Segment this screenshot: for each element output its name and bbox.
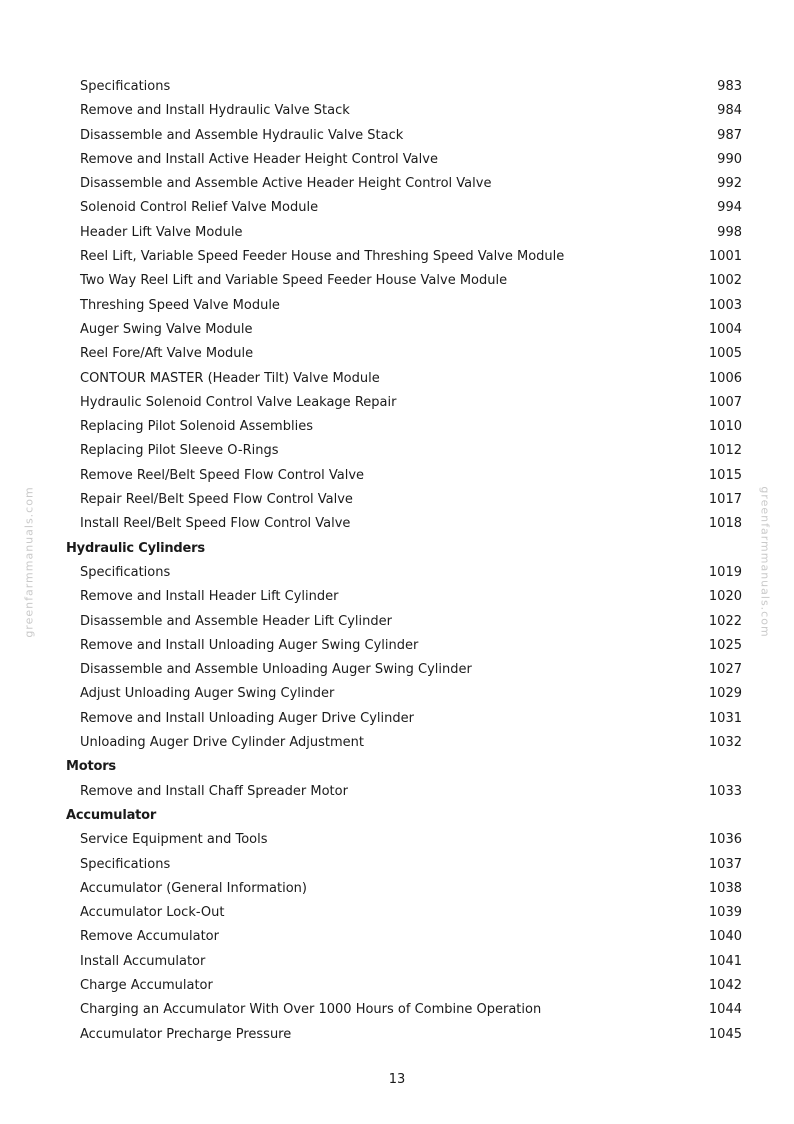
entry-title: Remove and Install Unloading Auger Drive Cylinder <box>80 710 414 726</box>
entry-page-number: 1032 <box>708 735 742 751</box>
toc-entry[interactable] <box>66 707 742 731</box>
entry-title: Disassemble and Assemble Header Lift Cylinder <box>80 613 392 629</box>
entry-page-number: 1031 <box>708 710 742 726</box>
toc-entry[interactable] <box>66 925 742 949</box>
toc-entry[interactable] <box>66 245 742 269</box>
entry-title: Adjust Unloading Auger Swing Cylinder <box>80 686 335 702</box>
toc-entry[interactable] <box>66 318 742 342</box>
toc-section-heading <box>66 755 742 779</box>
entry-page-number: 998 <box>717 224 742 240</box>
toc-entry[interactable] <box>66 75 742 99</box>
watermark-left: greenfarmmanuals.com <box>22 486 36 638</box>
entry-page-number: 1036 <box>708 832 742 848</box>
toc-entry[interactable] <box>66 974 742 998</box>
toc-entry[interactable] <box>66 610 742 634</box>
toc-entry[interactable] <box>66 780 742 804</box>
toc-entry[interactable] <box>66 99 742 123</box>
toc-entry[interactable] <box>66 658 742 682</box>
toc-entry[interactable] <box>66 512 742 536</box>
entry-page-number: 1033 <box>708 783 742 799</box>
entry-page-number: 1045 <box>708 1026 742 1042</box>
entry-title: Remove and Install Header Lift Cylinder <box>80 589 339 605</box>
entry-page-number: 987 <box>717 127 742 143</box>
entry-page-number: 1015 <box>708 467 742 483</box>
entry-page-number: 1012 <box>708 443 742 459</box>
entry-title: Auger Swing Valve Module <box>80 321 253 337</box>
entry-title: Reel Lift, Variable Speed Feeder House and Threshing Speed Valve Module <box>80 249 565 265</box>
entry-page-number: 1041 <box>708 953 742 969</box>
toc-entry[interactable] <box>66 901 742 925</box>
entry-title: Remove Reel/Belt Speed Flow Control Valve <box>80 467 365 483</box>
section-title: Motors <box>66 759 116 775</box>
toc-entry[interactable] <box>66 196 742 220</box>
toc-entry[interactable] <box>66 998 742 1022</box>
toc-entry[interactable] <box>66 488 742 512</box>
entry-title: Remove and Install Chaff Spreader Motor <box>80 783 348 799</box>
entry-title: Threshing Speed Valve Module <box>80 297 280 313</box>
entry-page-number: 1004 <box>708 321 742 337</box>
entry-page-number: 1038 <box>708 880 742 896</box>
entry-page-number: 1039 <box>708 905 742 921</box>
entry-title: Disassemble and Assemble Unloading Auger Swing Cylinder <box>80 662 472 678</box>
entry-page-number: 1020 <box>708 589 742 605</box>
toc-entry[interactable] <box>66 367 742 391</box>
toc-entry[interactable] <box>66 682 742 706</box>
toc-entry[interactable] <box>66 1023 742 1047</box>
entry-title: Remove and Install Unloading Auger Swing Cylinder <box>80 637 419 653</box>
entry-page-number: 1006 <box>708 370 742 386</box>
table-of-contents <box>66 75 742 1047</box>
section-title: Accumulator <box>66 807 157 823</box>
entry-title: Hydraulic Solenoid Control Valve Leakage Repair <box>80 394 397 410</box>
entry-page-number: 1025 <box>708 637 742 653</box>
toc-entry[interactable] <box>66 464 742 488</box>
toc-entry[interactable] <box>66 342 742 366</box>
toc-entry[interactable] <box>66 124 742 148</box>
entry-title: Install Reel/Belt Speed Flow Control Valve <box>80 516 351 532</box>
toc-entry[interactable] <box>66 148 742 172</box>
entry-page-number: 992 <box>717 176 742 192</box>
entry-title: Disassemble and Assemble Hydraulic Valve Stack <box>80 127 404 143</box>
entry-title: Charging an Accumulator With Over 1000 Hours of Combine Operation <box>80 1002 542 1018</box>
entry-title: Specifications <box>80 856 171 872</box>
entry-title: Unloading Auger Drive Cylinder Adjustment <box>80 735 365 751</box>
toc-section-heading <box>66 804 742 828</box>
entry-title: Install Accumulator <box>80 953 206 969</box>
entry-title: CONTOUR MASTER (Header Tilt) Valve Module <box>80 370 380 386</box>
entry-page-number: 1029 <box>708 686 742 702</box>
entry-title: Specifications <box>80 79 171 94</box>
entry-page-number: 1017 <box>708 492 742 508</box>
entry-page-number: 984 <box>717 103 742 119</box>
entry-title: Remove and Install Active Header Height Control Valve <box>80 151 438 167</box>
toc-entry[interactable] <box>66 391 742 415</box>
toc-entry[interactable] <box>66 221 742 245</box>
entry-page-number: 1037 <box>708 856 742 872</box>
entry-title: Two Way Reel Lift and Variable Speed Feeder House Valve Module <box>80 273 508 289</box>
toc-entry[interactable] <box>66 561 742 585</box>
entry-title: Solenoid Control Relief Valve Module <box>80 200 319 216</box>
toc-entry[interactable] <box>66 294 742 318</box>
entry-page-number: 1018 <box>708 516 742 532</box>
toc-entry[interactable] <box>66 269 742 293</box>
entry-page-number: 1001 <box>708 249 742 265</box>
toc-entry[interactable] <box>66 172 742 196</box>
entry-page-number: 1027 <box>708 662 742 678</box>
entry-page-number: 1007 <box>708 394 742 410</box>
toc-entry[interactable] <box>66 731 742 755</box>
toc-section-heading <box>66 537 742 561</box>
toc-entry[interactable] <box>66 585 742 609</box>
entry-page-number: 1040 <box>708 929 742 945</box>
entry-title: Accumulator Precharge Pressure <box>80 1026 292 1042</box>
entry-title: Header Lift Valve Module <box>80 224 243 240</box>
entry-page-number: 1019 <box>708 564 742 580</box>
section-title: Hydraulic Cylinders <box>66 540 205 556</box>
entry-title: Specifications <box>80 564 171 580</box>
entry-page-number: 994 <box>717 200 742 216</box>
toc-entry[interactable] <box>66 634 742 658</box>
toc-entry[interactable] <box>66 877 742 901</box>
entry-page-number: 1002 <box>708 273 742 289</box>
entry-title: Replacing Pilot Sleeve O-Rings <box>80 443 279 459</box>
entry-title: Accumulator Lock-Out <box>80 905 225 921</box>
entry-page-number: 1005 <box>708 346 742 362</box>
entry-title: Service Equipment and Tools <box>80 832 268 848</box>
toc-entry[interactable] <box>66 415 742 439</box>
entry-page-number: 1044 <box>708 1002 742 1018</box>
entry-page-number: 1010 <box>708 419 742 435</box>
entry-page-number: 990 <box>717 151 742 167</box>
entry-page-number: 1022 <box>708 613 742 629</box>
entry-page-number: 1003 <box>708 297 742 313</box>
toc-entry[interactable] <box>66 950 742 974</box>
page-number: 13 <box>388 1072 406 1087</box>
watermark-right: greenfarmmanuals.com <box>758 486 772 638</box>
entry-page-number: 983 <box>717 79 742 94</box>
entry-title: Accumulator (General Information) <box>80 880 307 896</box>
toc-entry[interactable] <box>66 853 742 877</box>
entry-title: Charge Accumulator <box>80 977 213 993</box>
entry-title: Disassemble and Assemble Active Header Height Control Valve <box>80 176 492 192</box>
entry-title: Repair Reel/Belt Speed Flow Control Valve <box>80 492 353 508</box>
entry-title: Replacing Pilot Solenoid Assemblies <box>80 419 313 435</box>
entry-page-number: 1042 <box>708 977 742 993</box>
entry-title: Remove Accumulator <box>80 929 219 945</box>
toc-entry[interactable] <box>66 439 742 463</box>
toc-entry[interactable] <box>66 828 742 852</box>
entry-title: Reel Fore/Aft Valve Module <box>80 346 254 362</box>
entry-title: Remove and Install Hydraulic Valve Stack <box>80 103 350 119</box>
